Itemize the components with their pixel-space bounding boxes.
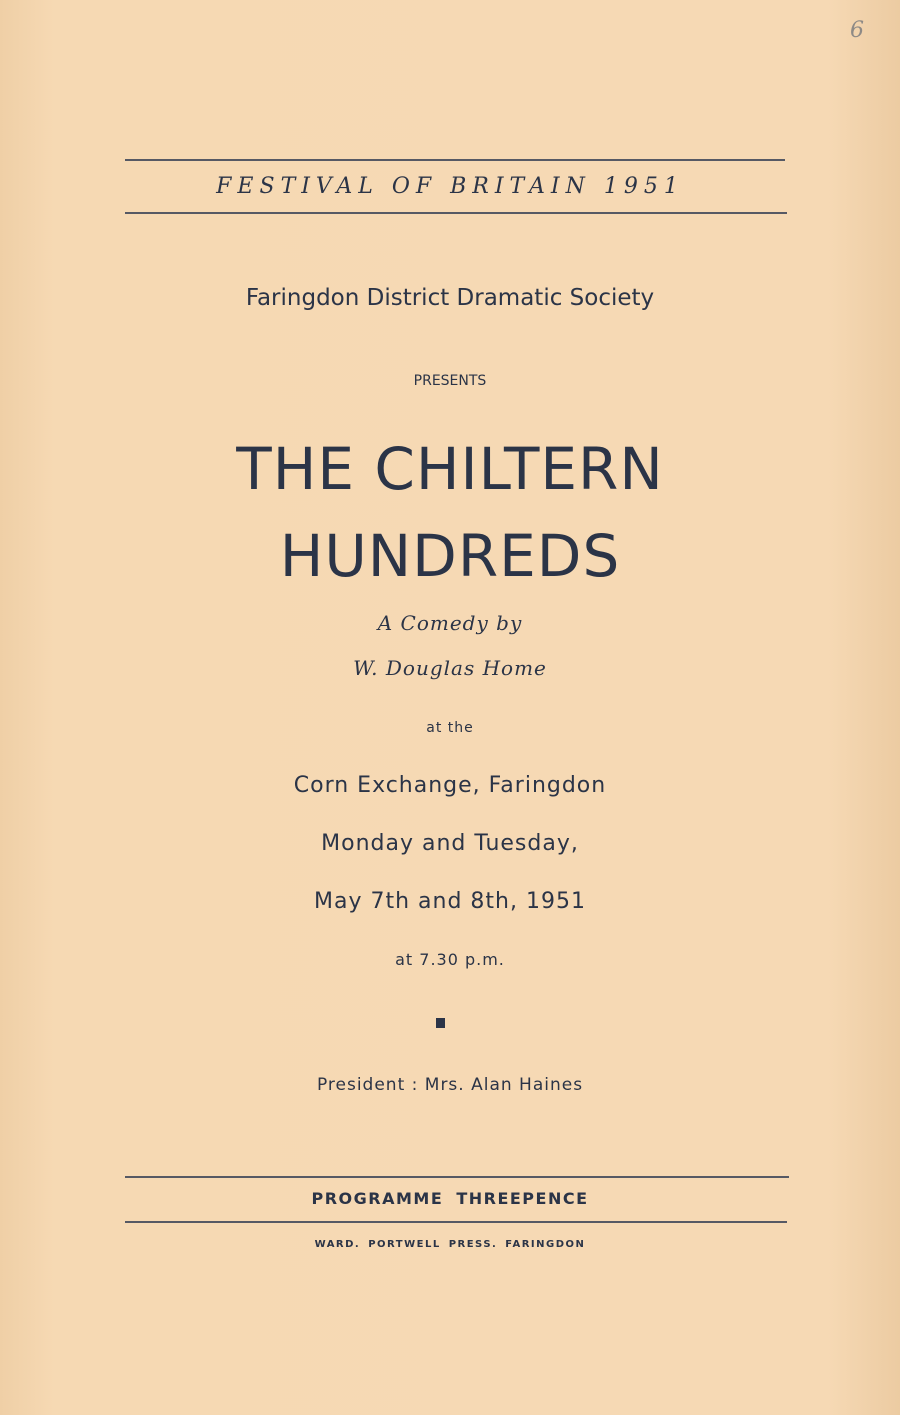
society-name: Faringdon District Dramatic Society: [245, 285, 655, 311]
programme-price: PROGRAMME THREEPENCE: [311, 1189, 589, 1208]
venue: Corn Exchange, Faringdon: [293, 773, 607, 798]
performance-days: Monday and Tuesday,: [321, 831, 579, 856]
subtitle: A Comedy by: [377, 611, 523, 635]
festival-bottom-rule: [125, 212, 787, 214]
president: President : Mrs. Alan Haines: [316, 1075, 584, 1095]
play-title-line2: HUNDREDS: [279, 522, 621, 590]
price-bottom-rule: [125, 1221, 787, 1223]
performance-time: at 7.30 p.m.: [395, 950, 505, 969]
play-title-line1: THE CHILTERN: [236, 435, 664, 503]
author: W. Douglas Home: [353, 656, 547, 680]
at-the-label: at the: [426, 720, 474, 736]
presents-label: PRESENTS: [413, 373, 487, 389]
square-ornament-icon: [436, 1018, 445, 1028]
performance-dates: May 7th and 8th, 1951: [314, 889, 586, 914]
printer-credit: WARD. PORTWELL PRESS. FARINGDON: [314, 1239, 586, 1250]
festival-heading: FESTIVAL OF BRITAIN 1951: [216, 174, 684, 199]
top-rule: [125, 159, 785, 161]
price-top-rule: [125, 1176, 789, 1178]
page-number: 6: [850, 18, 864, 43]
